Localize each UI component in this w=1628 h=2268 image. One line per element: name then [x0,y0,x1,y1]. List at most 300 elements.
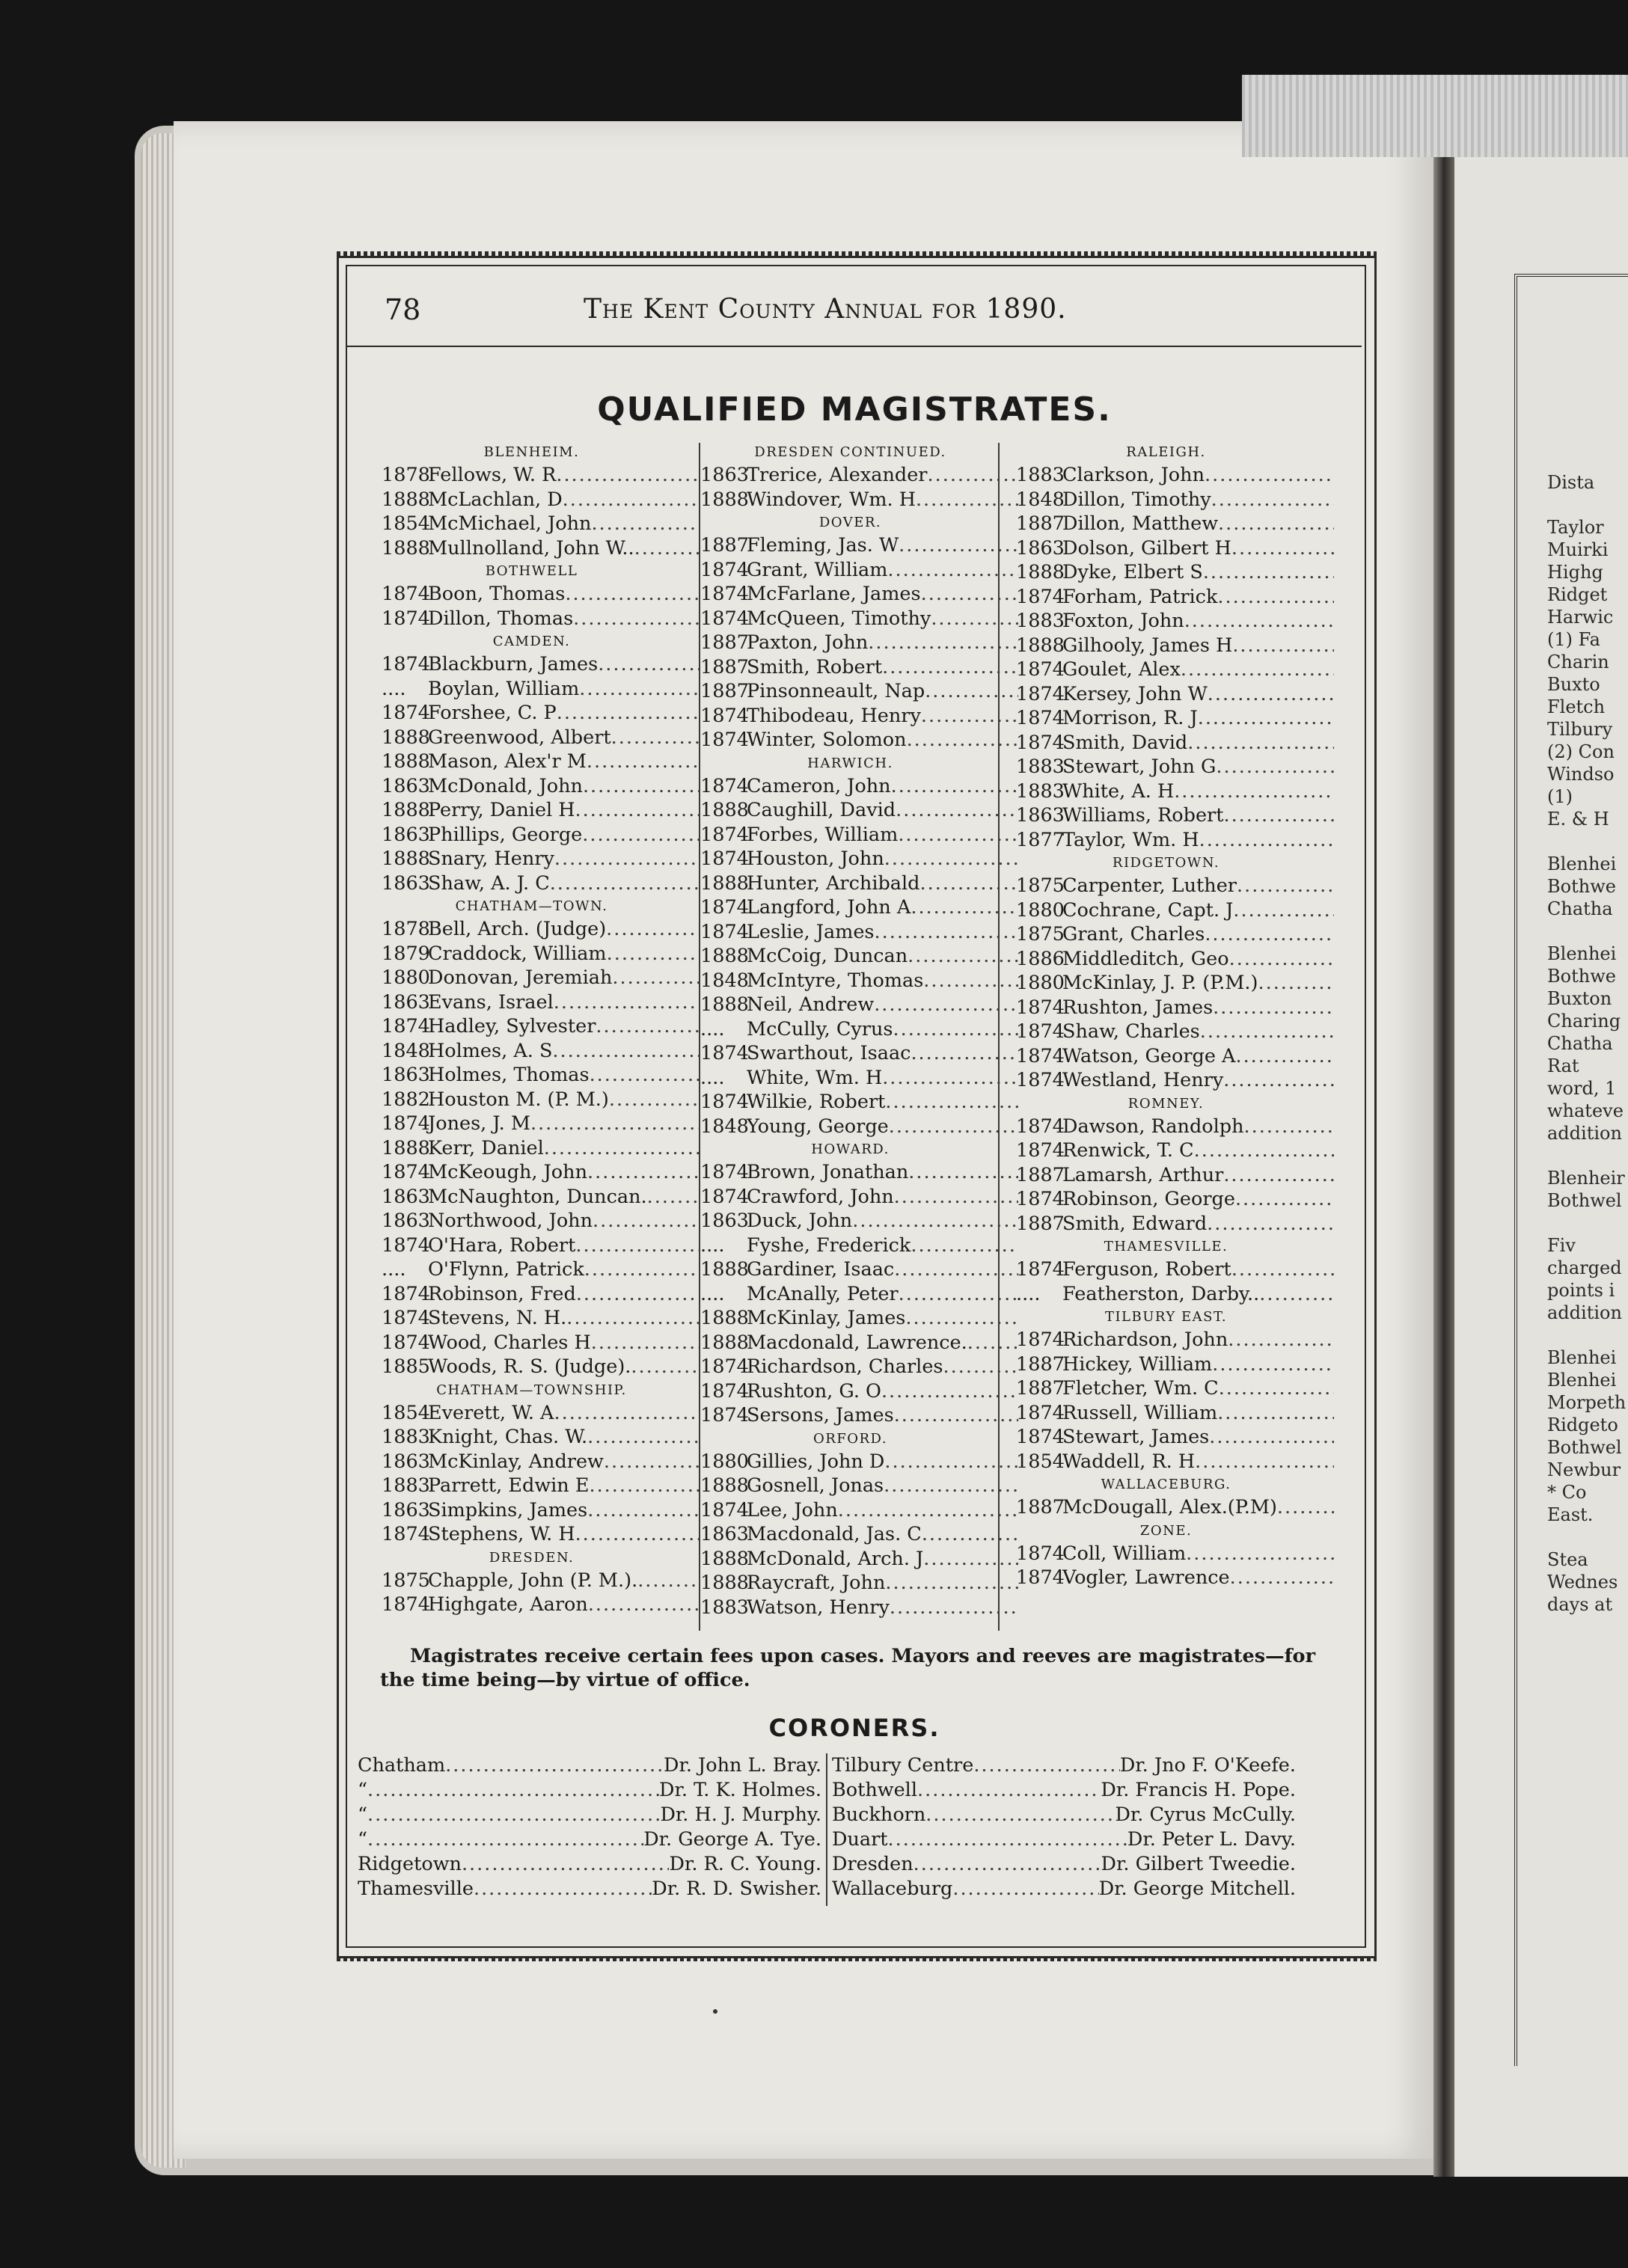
magistrate-entry [382,701,700,726]
magistrate-entry [700,1379,1018,1404]
township-heading: TILBURY EAST. [1104,1309,1228,1325]
township-heading: CHATHAM—TOWNSHIP. [436,1382,627,1398]
magistrate-name: Donovan, Jeremiah [428,966,613,989]
magistrate-name: Mullnolland, John W.. [428,536,634,560]
magistrate-entry [1016,803,1334,828]
appointment-year: 1887 [1016,512,1065,535]
appointment-year: 1874 [1016,658,1065,681]
township-section [700,753,1018,1139]
coroner-place: Ridgetown [358,1853,462,1875]
magistrate-entry [382,1039,700,1064]
appointment-year: .... [382,1258,406,1281]
magistrate-name: Snary, Henry [428,848,554,870]
appointment-year: 1887 [700,680,749,702]
dot-leader [1207,1212,1334,1236]
coroner-entry [832,1827,1296,1852]
magistrate-name: McDonald, Arch. J [747,1547,924,1570]
facing-page-line [1547,920,1628,943]
dot-leader [367,1803,660,1827]
magistrate-entry [700,655,1018,680]
township-section [1016,1093,1334,1236]
facing-page-line: Morpeth [1547,1392,1627,1413]
magistrate-name: Kerr, Daniel [428,1136,544,1159]
facing-page-line: * Co [1547,1482,1587,1503]
dot-leader [911,1233,1018,1258]
magistrate-name: Greenwood, Albert [428,726,611,749]
magistrate-name: McKinlay, J. P. (P.M.) [1062,972,1258,994]
appointment-year: 1888 [700,1331,749,1354]
appointment-year: 1854 [382,512,430,535]
magistrate-name: Mason, Alex'r M [428,750,587,773]
facing-page-line: Ridget [1547,584,1608,605]
magistrate-name: Knight, Chas. W. [428,1426,588,1448]
appointment-year: 1848 [382,1039,430,1062]
appointment-year: 1874 [382,1161,430,1183]
magistrate-entry [700,631,1018,655]
magistrate-name: Woods, R. S. (Judge). [428,1355,631,1378]
magistrate-entry [700,1403,1018,1428]
magistrate-entry [700,774,1018,799]
appointment-year: 1888 [382,488,430,511]
dot-leader [593,1209,700,1233]
magistrate-name: Richardson, John [1062,1328,1228,1351]
magistrate-name: Forbes, William [747,823,899,846]
appointment-year: 1874 [1016,1258,1065,1281]
magistrate-entry [382,582,700,607]
magistrate-name: Dyke, Elbert S [1062,561,1203,583]
magistrate-entry [700,871,1018,896]
appointment-year: 1888 [700,993,749,1016]
dot-leader [634,536,700,561]
magistrate-name: Raycraft, John [747,1572,886,1594]
coroner-name: Dr. T. K. Holmes. [659,1779,821,1801]
page-title: QUALIFIED MAGISTRATES. [597,390,1112,429]
appointment-year: 1888 [1016,561,1065,583]
backing-cloth [1242,75,1628,157]
appointment-year: 1863 [700,1210,749,1232]
township-section [382,1547,700,1617]
appointment-year: 1874 [700,704,749,727]
dot-leader [596,1014,700,1039]
dot-leader [899,1282,1018,1307]
magistrate-name: Thibodeau, Henry [747,704,921,727]
magistrate-entry [382,1233,700,1258]
magistrate-name: O'Flynn, Patrick [428,1258,584,1281]
coroner-name: Dr. Cyrus McCully. [1115,1803,1296,1826]
appointment-year: 1863 [382,1185,430,1208]
magistrate-entry [1016,1352,1334,1377]
magistrate-name: Stephens, W. H [428,1523,575,1545]
dot-leader [563,488,700,512]
magistrate-entry [700,1185,1018,1210]
dot-leader [591,512,700,536]
appointment-year: 1887 [700,631,749,654]
magistrate-name: Langford, John A [747,896,911,919]
magistrate-entry [700,1115,1018,1139]
magistrate-entry [700,607,1018,631]
appointment-year: 1863 [382,823,430,846]
facing-page-line: E. & H [1547,809,1609,830]
magistrate-entry [1016,585,1334,610]
dot-leader [1184,609,1334,634]
magistrate-name: Dillon, Matthew [1062,512,1219,535]
column-divider [998,443,1000,1631]
appointment-year: 1874 [382,1523,430,1545]
magistrate-name: White, A. H [1062,779,1175,803]
coroner-name: Dr. Peter L. Davy. [1127,1828,1296,1851]
dot-leader [557,701,700,726]
magistrate-name: Winter, Solomon [747,729,907,751]
magistrate-entry [382,1306,700,1331]
magistrate-name: Smith, David [1062,731,1188,754]
dot-leader [1216,755,1334,779]
magistrate-entry [700,1282,1018,1307]
township-section [700,512,1018,753]
magistrate-entry [382,774,700,799]
appointment-year: 1888 [700,1307,749,1329]
magistrate-entry [382,1474,700,1498]
magistrate-name: Featherston, Darby.. [1062,1282,1260,1305]
magistrate-entry [700,679,1018,704]
appointment-year: 1874 [1016,1188,1065,1210]
appointment-year: 1888 [382,799,430,821]
magistrate-name: Holmes, Thomas [428,1064,590,1086]
magistrate-entry [700,920,1018,945]
facing-page [1454,157,1628,2177]
magistrate-entry [700,1066,1018,1091]
appointment-year: 1874 [382,1015,430,1038]
appointment-year: 1863 [382,990,430,1014]
magistrate-entry [700,798,1018,823]
appointment-year: 1888 [382,536,430,560]
dot-leader [907,728,1018,753]
appointment-year: 1888 [382,750,430,773]
appointment-year: .... [382,677,406,700]
magistrate-entry [382,677,700,702]
dot-leader [899,533,1018,558]
dot-leader [852,1209,1018,1233]
magistrate-entry [1016,463,1334,488]
magistrate-entry [382,1425,700,1450]
magistrate-entry [1016,1566,1334,1590]
magistrate-name: Goulet, Alex [1062,658,1181,681]
dot-leader [554,1401,700,1426]
dot-leader [1205,463,1334,488]
appointment-year: .... [700,1017,725,1040]
coroner-place: “ [358,1779,368,1801]
appointment-year: 1883 [1016,756,1065,778]
appointment-year: 1874 [1016,585,1065,608]
dot-leader [896,798,1018,823]
dot-leader [911,895,1018,920]
dot-leader [1230,1566,1334,1590]
magistrate-name: White, Wm. H [747,1066,883,1089]
township-heading: CHATHAM—TOWN. [455,898,608,914]
book-gutter [1433,112,1454,2177]
facing-page-line [1547,1526,1628,1548]
dot-leader [894,1257,1018,1282]
coroner-place: “ [358,1828,368,1851]
township-heading: ZONE. [1139,1522,1193,1539]
dot-leader [1223,1068,1334,1093]
dot-leader [631,1355,700,1379]
magistrate-name: Grant, Charles [1062,923,1205,945]
appointment-year: 1874 [1016,1139,1065,1162]
appointment-year: 1877 [1016,828,1065,851]
magistrate-name: Brown, Jonathan [747,1161,909,1183]
coroner-entry [358,1877,821,1901]
magistrate-name: Swarthout, Isaac [747,1042,911,1064]
dot-leader [1228,1328,1334,1352]
appointment-year: 1874 [1016,1044,1065,1067]
facing-page-line: points i [1547,1280,1615,1301]
magistrate-name: Jones, J. M [428,1112,530,1135]
appointment-year: 1888 [700,1547,749,1570]
magistrate-entry [700,728,1018,753]
magistrate-name: McNaughton, Duncan. [428,1185,647,1208]
magistrate-name: McDonald, John [428,774,583,797]
magistrate-name: Boon, Thomas [428,583,566,605]
magistrate-entry [382,463,700,488]
magistrate-entry [382,798,700,823]
dot-leader [1231,1257,1334,1282]
appointment-year: 1848 [700,969,749,992]
appointment-year: 1883 [700,1596,749,1619]
appointment-year: 1888 [700,871,749,895]
magistrate-entry [700,1355,1018,1379]
dot-leader [550,871,700,896]
magistrate-name: Shaw, Charles [1062,1020,1200,1043]
dot-leader [894,1403,1018,1428]
dot-leader [576,1282,700,1307]
appointment-year: 1863 [382,1064,430,1086]
appointment-year: 1863 [382,1450,430,1473]
dot-leader [1205,922,1334,947]
magistrate-name: Paxton, John [747,631,869,654]
appointment-year: 1875 [382,1569,430,1592]
appointment-year: 1874 [700,1091,749,1113]
appointment-year: 1874 [1016,1020,1065,1043]
dot-leader [552,1039,700,1064]
appointment-year: 1883 [1016,779,1065,803]
magistrate-entry [1016,488,1334,512]
magistrate-entry [382,607,700,631]
dot-leader [584,1257,700,1282]
facing-page-line: Muirki [1547,539,1609,560]
magistrate-entry [1016,1020,1334,1044]
magistrate-name: Young, George [747,1115,889,1138]
appointment-year: 1863 [382,1210,430,1232]
township-section [1016,1306,1334,1474]
facing-page-line: Bothwel [1547,1190,1622,1211]
magistrate-name: Pinsonneault, Nap [747,680,925,702]
magistrate-entry [700,1160,1018,1185]
magistrate-entry [1016,609,1334,634]
magistrate-entry [700,533,1018,558]
dot-leader [894,1185,1018,1210]
appointment-year: 1874 [700,920,749,943]
appointment-year: .... [700,1233,725,1257]
dot-leader [943,1355,1018,1379]
magistrate-entry [1016,1425,1334,1450]
coroner-name: Dr. George A. Tye. [643,1828,821,1851]
magistrate-entry [382,1569,700,1593]
magistrate-entry [382,966,700,990]
magistrate-name: Taylor, Wm. H [1062,828,1199,851]
magistrate-entry [1016,634,1334,658]
magistrates-column-2 [700,441,1018,1619]
township-heading: BOTHWELL [485,563,578,579]
magistrate-name: Ferguson, Robert [1062,1258,1231,1281]
coroners-list-right [832,1753,1296,1901]
coroner-entry [832,1803,1296,1827]
appointment-year: 1887 [1016,1496,1065,1518]
appointment-year: 1883 [382,1474,430,1497]
coroner-entry [358,1852,821,1877]
magistrate-entry [382,917,700,942]
dot-leader [565,582,700,607]
coroner-name: Dr. R. D. Swisher. [652,1878,821,1900]
dot-leader [925,1803,1115,1827]
coroner-name: Dr. Gilbert Tweedie. [1101,1853,1296,1875]
header-rule [347,346,1362,347]
coroner-name: Dr. John L. Bray. [664,1754,821,1777]
facing-page-line: Harwic [1547,607,1614,628]
township-section [382,1379,700,1547]
dot-leader [1217,1401,1334,1426]
dot-leader [1218,512,1334,536]
appointment-year: 1883 [382,1426,430,1448]
appointment-year: 1887 [1016,1352,1065,1376]
appointment-year: 1887 [700,655,749,678]
coroner-entry [358,1753,821,1778]
magistrate-name: Hickey, William [1062,1352,1213,1376]
facing-page-line: Charin [1547,652,1609,672]
magistrate-name: McAnally, Peter [747,1282,899,1305]
magistrate-entry [382,1160,700,1185]
appointment-year: 1874 [700,1042,749,1064]
dot-leader [598,652,700,677]
magistrate-entry [1016,1282,1334,1307]
appointment-year: 1874 [700,823,749,846]
magistrate-name: Stewart, James [1062,1426,1210,1448]
coroner-entry [832,1852,1296,1877]
dot-leader [530,1112,700,1136]
magistrate-entry [1016,996,1334,1020]
appointment-year: 1874 [700,729,749,751]
magistrate-entry [1016,828,1334,853]
appointment-year: 1874 [1016,1115,1065,1138]
facing-page-line: Dista [1547,472,1595,493]
facing-page-line: days at [1547,1594,1613,1615]
magistrate-entry [700,1090,1018,1115]
appointment-year: 1863 [382,774,430,797]
township-section [700,441,1018,512]
appointment-year: 1878 [382,464,430,486]
magistrate-entry [382,1450,700,1474]
magistrate-entry [382,847,700,871]
dot-leader [888,1827,1127,1852]
coroners-heading: CORONERS. [768,1714,940,1742]
magistrate-entry [1016,1068,1334,1093]
coroner-place: Wallaceburg [832,1878,953,1900]
appointment-year: 1883 [1016,464,1065,486]
dot-leader [1223,1163,1334,1188]
magistrate-name: Shaw, A. J. C [428,871,550,895]
dot-leader [921,582,1018,607]
magistrate-entry [382,1209,700,1233]
township-heading: CAMDEN. [492,634,571,649]
magistrate-entry [1016,1187,1334,1212]
dot-leader [905,1306,1018,1331]
magistrate-entry [382,1088,700,1112]
dot-leader [1194,1138,1334,1163]
appointment-year: 1888 [700,1572,749,1594]
magistrate-name: Forham, Patrick [1062,585,1218,608]
dot-leader [462,1852,670,1877]
magistrate-name: Blackburn, James [428,653,599,675]
dot-leader [1199,828,1334,853]
dot-leader [607,942,700,966]
magistrate-name: Duck, John [747,1210,853,1232]
dot-leader [967,1331,1018,1355]
appointment-year: 1883 [1016,610,1065,632]
magistrate-name: Dillon, Thomas [428,607,574,630]
dot-leader [588,1593,700,1617]
magistrate-name: Perry, Daniel H [428,799,575,821]
magistrate-entry [1016,898,1334,923]
magistrate-entry [382,1331,700,1355]
facing-page-line: Wednes [1547,1572,1618,1593]
township-section [1016,441,1334,852]
dot-leader [908,1160,1018,1185]
township-section [382,560,700,631]
township-heading: RIDGETOWN. [1112,855,1220,871]
dot-leader [474,1877,652,1901]
facing-page-line: Newbur [1547,1459,1621,1480]
facing-page-line: Windso [1547,764,1615,785]
appointment-year: 1874 [1016,707,1065,729]
facing-page-line: Blenhei [1547,853,1617,874]
dot-leader [928,463,1019,488]
dot-leader [1223,803,1334,828]
magistrate-name: Stevens, N. H. [428,1307,567,1329]
magistrate-entry [1016,1163,1334,1188]
magistrate-entry [1016,731,1334,756]
magistrate-name: Grant, William [747,558,888,581]
dot-leader [556,463,700,488]
magistrate-name: Boylan, William [428,677,580,700]
magistrate-name: Vogler, Lawrence [1062,1566,1230,1589]
appointment-year: 1874 [1016,682,1065,705]
magistrate-entry [1016,1376,1334,1401]
magistrate-name: Richardson, Charles [747,1355,943,1378]
magistrate-entry [382,1282,700,1307]
magistrate-name: McFarlane, James [747,583,921,605]
dot-leader [587,1425,700,1450]
dot-leader [923,969,1018,993]
magistrate-entry [1016,1257,1334,1282]
coroner-name: Dr. R. C. Young. [669,1853,821,1875]
magistrate-name: Renwick, T. C [1062,1139,1194,1162]
appointment-year: .... [1016,1282,1041,1305]
magistrate-entry [382,488,700,512]
magistrate-name: Lee, John [747,1498,838,1521]
magistrate-entry [1016,971,1334,996]
magistrate-entry [1016,1138,1334,1163]
township-heading: ORFORD. [813,1430,888,1447]
magistrate-name: Dolson, Gilbert H [1062,536,1231,560]
